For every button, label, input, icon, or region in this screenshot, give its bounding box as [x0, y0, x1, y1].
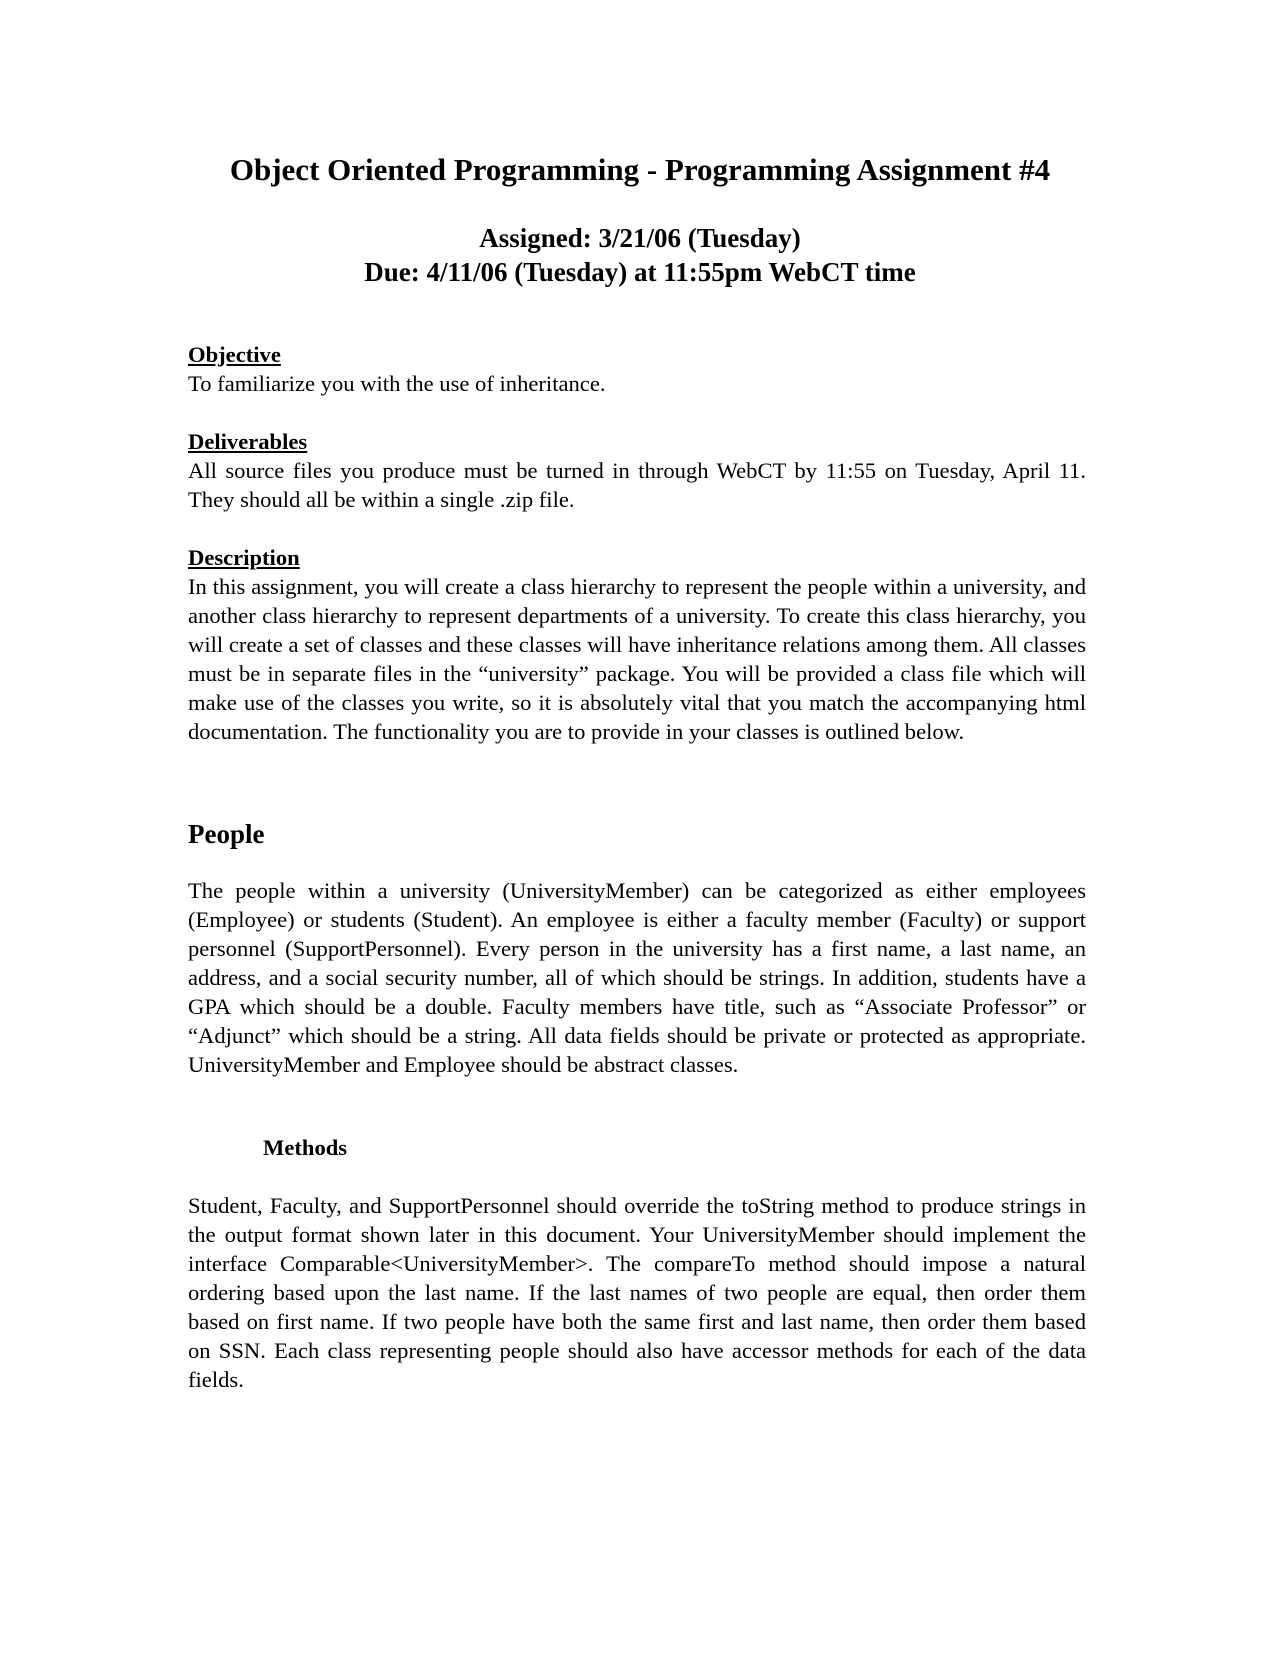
- deliverables-text: All source files you produce must be turned in through WebCT by 11:55 on Tuesday, April 11. They should all be within a single .zip file.: [188, 458, 1086, 512]
- due-date: Due: 4/11/06 (Tuesday) at 11:55pm WebCT time: [364, 257, 916, 287]
- methods-section: [188, 1191, 1086, 1394]
- description-heading: Description: [188, 545, 300, 570]
- description-text: In this assignment, you will create a class hierarchy to represent the people within a university, and another class hierarchy to represent departments of a university. To create this class hierarchy, you will create a set of classes and these classes will have inheritance relations among them. All classes must be in separate files in the “university” package. You will be provided a class file which will make use of the classes you write, so it is absolutely vital that you match the accompanying html documentation. The functionality you are to provide in your classes is outlined below.: [188, 574, 1086, 744]
- objective-text: To familiarize you with the use of inheritance.: [188, 371, 606, 396]
- methods-heading: Methods: [263, 1135, 348, 1160]
- people-text: The people within a university (UniversityMember) can be categorized as either employees (Employee) or students (Student). An employee is either a faculty member (Faculty) or support personnel (SupportPersonnel). Every person in the university has a first name, a last name, an address, and a social security number, all of which should be strings. In addition, students have a GPA which should be a double. Faculty members have title, such as “Associate Professor” or “Adjunct” which should be a string. All data fields should be private or protected as appropriate. UniversityMember and Employee should be abstract classes.: [188, 878, 1086, 1077]
- deliverables-heading: Deliverables: [188, 429, 308, 454]
- methods-text: Student, Faculty, and SupportPersonnel should override the toString method to produce strings in the output format shown later in this document. Your UniversityMember should implement the interface Comparable<UniversityMember>. The compareTo method should impose a natural ordering based upon the last name. If the last names of two people are equal, then order them based on first name. If two people have both the same first and last name, then order them based on SSN. Each class representing people should also have accessor methods for each of the data fields.: [188, 1193, 1086, 1392]
- assigned-date: Assigned: 3/21/06 (Tuesday): [479, 223, 801, 253]
- document-title: Object Oriented Programming - Programming Assignment #4: [229, 152, 1051, 187]
- objective-section: [188, 340, 1086, 398]
- deliverables-section: [188, 427, 1086, 514]
- description-section: [188, 543, 1086, 746]
- people-section: [188, 876, 1086, 1079]
- people-heading: People: [188, 819, 265, 849]
- objective-heading: Objective: [188, 342, 281, 367]
